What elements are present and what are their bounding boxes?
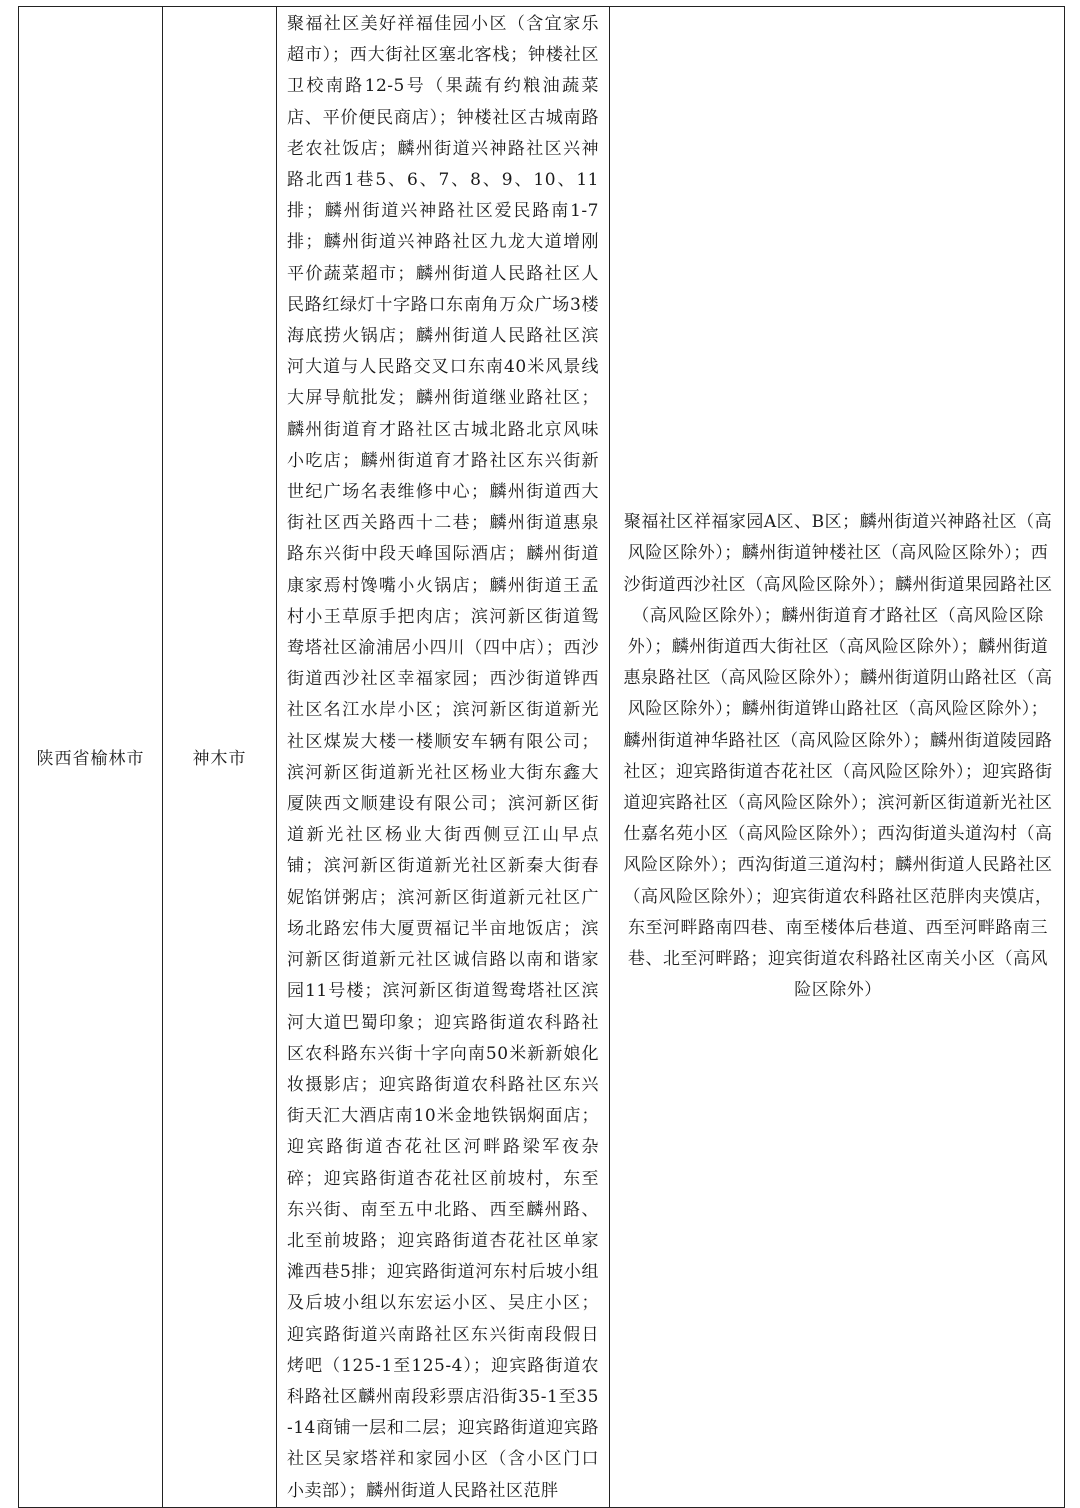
county-cell bbox=[163, 7, 277, 1508]
low-risk-area-cell bbox=[610, 7, 1065, 1508]
province-city-cell bbox=[19, 7, 163, 1508]
county-text: 神木市 bbox=[192, 749, 247, 770]
high-risk-area-text: 聚福社区美好祥福佳园小区（含宜家乐超市）；西大街社区塞北客栈；钟楼社区卫校南路12-5号（果蔬有约粮油蔬菜店、平价便民商店）；钟楼社区古城南路老农社饭店；麟州街道兴神路社区兴神路北西1巷5、6、7、8、9、10、11排；麟州街道兴神路社区爱民路南1-7排；麟州街道兴神路社区九龙大道增刚平价蔬菜超市；麟州街道人民路社区人民路红绿灯十字路口东南角万众广场3楼海底捞火锅店；麟州街道人民路社区滨河大道与人民路交叉口东南40米风景线大屏导航批发；麟州街道继业路社区；麟州街道育才路社区古城北路北京风味小吃店；麟州街道育才路社区东兴街新世纪广场名表维修中心；麟州街道西大街社区西关路西十二巷；麟州街道惠泉路东兴街中段天峰国际酒店；麟州街道康家焉村馋嘴小火锅店；麟州街道王孟村小王草原手把肉店；滨河新区街道鸳鸯塔社区渝浦居小四川（四中店）；西沙街道西沙社区幸福家园；西沙街道铧西社区名江水岸小区；滨河新区街道新光社区煤炭大楼一楼顺安车辆有限公司；滨河新区街道新光社区杨业大街东鑫大厦陕西文顺建设有限公司；滨河新区街道新光社区杨业大街西侧豆江山早点铺；滨河新区街道新光社区新秦大街春妮馅饼粥店；滨河新区街道新元社区广场北路宏伟大厦贾福记半亩地饭店；滨河新区街道新元社区诚信路以南和谐家园11号楼；滨河新区街道鸳鸯塔社区滨河大道巴蜀印象；迎宾路街道农科路社区农科路东兴街十字向南50米新新娘化妆摄影店；迎宾路街道农科路社区东兴街天汇大酒店南10米金地铁锅焖面店；迎宾路街道杏花社区河畔路梁军夜杂碎；迎宾路街道杏花社区前坡村，东至东兴街、南至五中北路、西至麟州路、北至前坡路；迎宾路街道杏花社区单家滩西巷5排；迎宾路街道河东村后坡小组及后坡小组以东宏运小区、吴庄小区；迎宾路街道兴南路社区东兴街南段假日烤吧（125-1至125-4）；迎宾路街道农科路社区麟州南段彩票店沿街35-1至35-14商铺一层和二层；迎宾路街道迎宾路社区吴家塔祥和家园小区（含小区门口小卖部）；麟州街道人民路社区范胖 bbox=[287, 14, 599, 1501]
low-risk-area-text: 聚福社区祥福家园A区、B区；麟州街道兴神路社区（高风险区除外）；麟州街道钟楼社区（高风险区除外）；西沙街道西沙社区（高风险区除外）；麟州街道果园路社区（高风险区除外）；麟州街道育才路社区（高风险区除外）；麟州街道西大街社区（高风险区除外）；麟州街道惠泉路社区（高风险区除外）；麟州街道阴山路社区（高风险区除外）；麟州街道铧山路社区（高风险区除外）；麟州街道神华路社区（高风险区除外）；麟州街道陵园路社区；迎宾路街道杏花社区（高风险区除外）；迎宾路街道迎宾路社区（高风险区除外）；滨河新区街道新光社区仕嘉名苑小区（高风险区除外）；西沟街道头道沟村（高风险区除外）；西沟街道三道沟村；麟州街道人民路社区（高风险区除外）；迎宾街道农科路社区范胖肉夹馍店，东至河畔路南四巷、南至楼体后巷道、西至河畔路南三巷、北至河畔路；迎宾街道农科路社区南关小区（高风险区除外） bbox=[623, 512, 1053, 1001]
risk-area-table bbox=[18, 6, 1065, 1508]
table-row bbox=[19, 7, 1065, 1508]
high-risk-area-cell bbox=[277, 7, 610, 1508]
province-city-text: 陕西省榆林市 bbox=[36, 749, 145, 770]
